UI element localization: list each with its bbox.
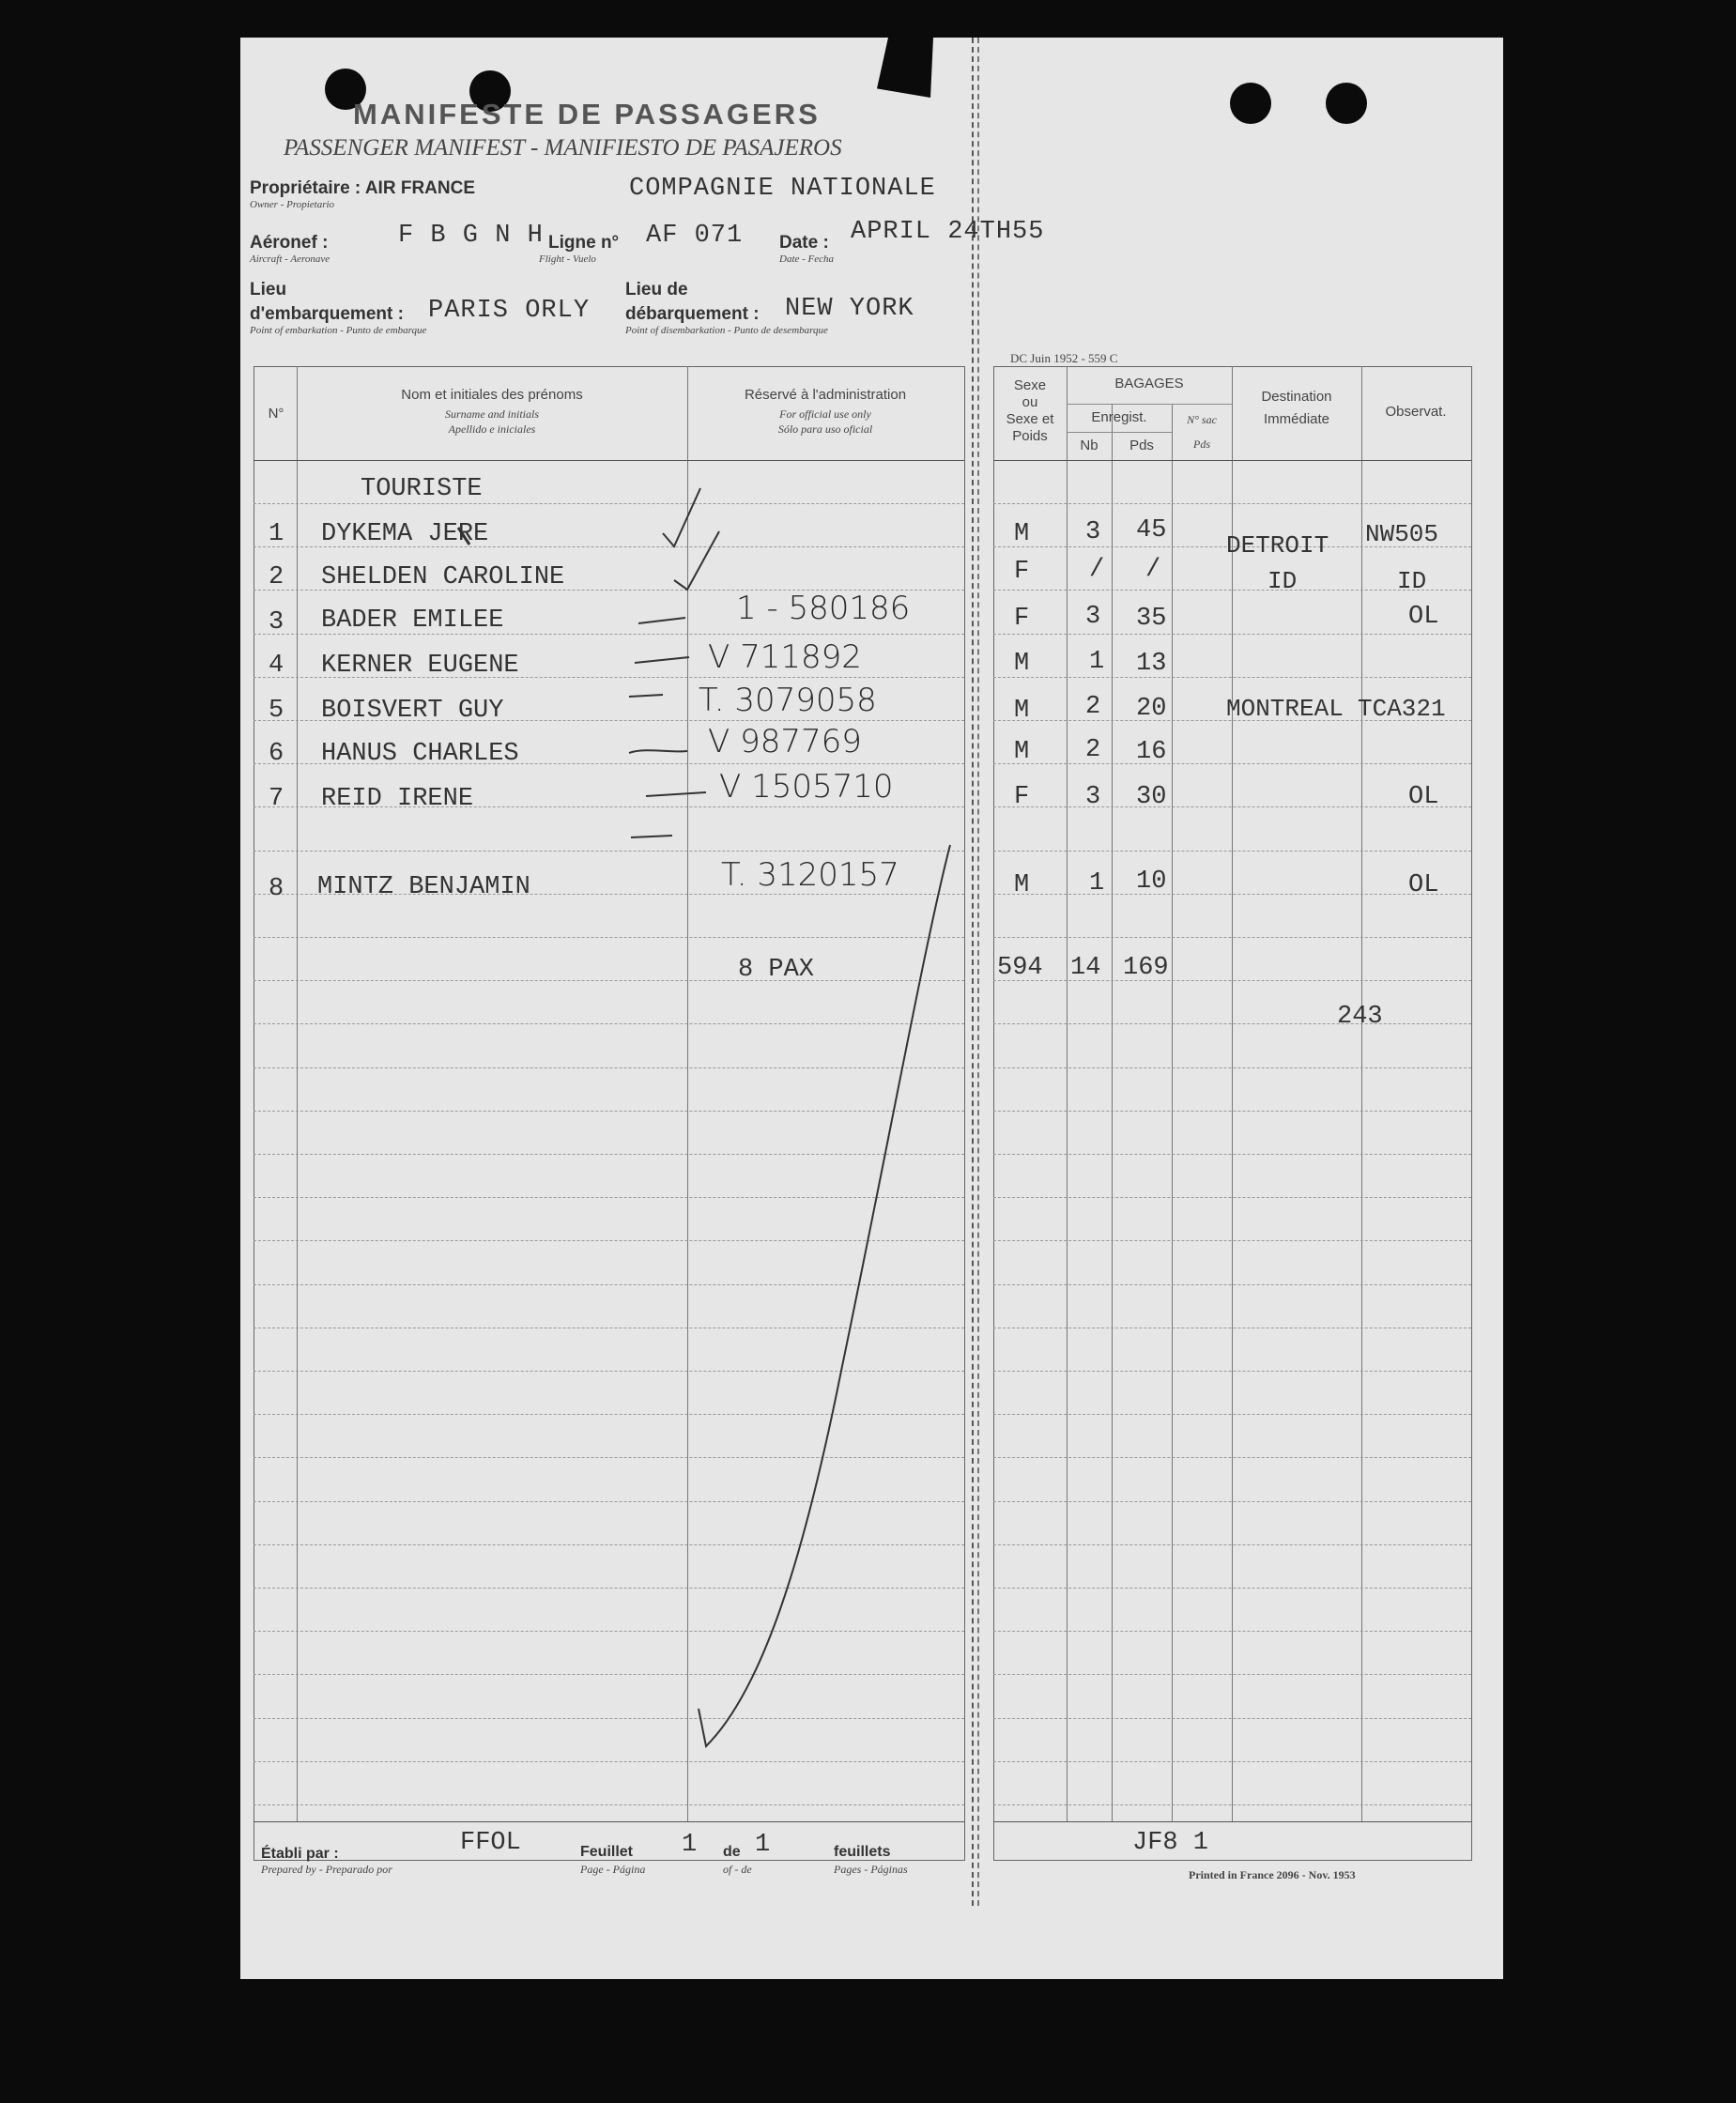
ruled-line [993, 1761, 1471, 1762]
ruled-line [993, 851, 1471, 852]
ruled-line [253, 1414, 964, 1415]
embark-value: PARIS ORLY [428, 297, 591, 325]
ruled-line [253, 1761, 964, 1762]
baggage-count: / [1089, 556, 1105, 584]
passenger-sex: M [1014, 650, 1030, 678]
col-header-registered: Enregist. [1091, 409, 1147, 425]
total-extra: 243 [1337, 1003, 1383, 1031]
class-label: TOURISTE [361, 475, 483, 503]
date-label: Date : [779, 233, 829, 253]
row-number: 6 [269, 740, 284, 768]
ruled-line [993, 1804, 1471, 1805]
observation: ID [1397, 567, 1427, 595]
aircraft-label: Aéronef : [250, 233, 329, 253]
total-sex-weight: 594 [997, 954, 1043, 982]
baggage-weight: 30 [1136, 783, 1167, 811]
passenger-name: SHELDEN CAROLINE [321, 563, 565, 591]
passenger-sex: M [1014, 697, 1030, 725]
col-header-admin-sub1: For official use only [779, 407, 871, 421]
ruled-line [993, 1631, 1471, 1632]
total-baggage-count: 14 [1070, 954, 1101, 982]
pages-label: feuillets [834, 1844, 891, 1860]
passenger-name: KERNER EUGENE [321, 652, 519, 680]
baggage-count: 1 [1089, 648, 1105, 676]
manifest-sheet [240, 38, 1503, 1979]
row-number: 1 [269, 520, 284, 548]
manifest-subtitle: PASSENGER MANIFEST - MANIFIESTO DE PASAJEROS [284, 135, 842, 161]
row-number: 3 [269, 608, 284, 637]
baggage-weight: 13 [1136, 650, 1167, 678]
date-sub: Date - Fecha [779, 253, 835, 265]
destination: MONTREAL [1226, 695, 1344, 723]
baggage-header-line [1067, 404, 1232, 405]
baggage-weight: 35 [1136, 605, 1167, 633]
ruled-line [253, 980, 964, 981]
ruled-line [253, 1154, 964, 1155]
col-header-baggage: BAGAGES [1114, 376, 1184, 391]
form-code: DC Juin 1952 - 559 C [1010, 351, 1118, 365]
right-col-divider-extra [1232, 366, 1233, 1821]
passenger-sex: F [1014, 783, 1030, 811]
ruled-line [993, 980, 1471, 981]
owner-label: Propriétaire : AIR FRANCE [250, 178, 475, 198]
ruled-line [253, 1371, 964, 1372]
baggage-weight: 20 [1136, 695, 1167, 723]
right-col-divider-pds [1172, 404, 1173, 1821]
ruled-line [993, 763, 1471, 764]
ruled-line [993, 1544, 1471, 1545]
ruled-line [253, 1457, 964, 1458]
disembark-label-2: débarquement : [625, 304, 760, 324]
row-number: 5 [269, 697, 284, 725]
observation: OL [1408, 783, 1439, 811]
passenger-sex: F [1014, 605, 1030, 633]
col-header-extra: N° sac [1187, 413, 1217, 426]
ruled-line [993, 1414, 1471, 1415]
ruled-line [993, 634, 1471, 635]
ruled-line [993, 1674, 1471, 1675]
passenger-name: BADER EMILEE [321, 606, 504, 635]
passenger-name: HANUS CHARLES [321, 740, 519, 768]
baggage-count: 3 [1085, 783, 1101, 811]
ruled-line [253, 1240, 964, 1241]
ruled-line [993, 894, 1471, 895]
ruled-line [253, 1804, 964, 1805]
of-label: de [723, 1844, 741, 1860]
torn-corner [877, 38, 933, 98]
ruled-line [993, 503, 1471, 504]
pages-sub: Pages - Páginas [834, 1863, 908, 1876]
disembark-label-1: Lieu de [625, 280, 688, 299]
ruled-line [993, 1457, 1471, 1458]
embark-label-1: Lieu [250, 280, 287, 299]
punch-hole-4 [1326, 83, 1367, 124]
destination: DETROIT [1226, 531, 1329, 560]
punch-hole-3 [1230, 83, 1271, 124]
left-header-bottom [253, 460, 964, 461]
ruled-line [993, 937, 1471, 938]
row-number: 8 [269, 875, 284, 903]
baggage-weight: 10 [1136, 867, 1167, 896]
ruled-line [993, 1240, 1471, 1241]
of-value: 1 [755, 1831, 771, 1859]
ruled-line [253, 1501, 964, 1502]
ruled-line [993, 1718, 1471, 1719]
flight-label: Ligne n° [548, 233, 620, 253]
baggage-weight: 45 [1136, 516, 1167, 545]
col-header-name: Nom et initiales des prénoms [401, 387, 583, 403]
col-header-name-sub1: Surname and initials [444, 407, 539, 421]
baggage-weight: / [1145, 556, 1161, 584]
ruled-line [253, 851, 964, 852]
ruled-line [993, 1023, 1471, 1024]
col-header-dest-2: Immédiate [1263, 411, 1330, 427]
ruled-line [253, 937, 964, 938]
left-col-divider-2 [687, 366, 688, 1821]
observation: OL [1408, 871, 1439, 899]
col-header-sex-3: Sexe et [1006, 411, 1054, 427]
flight-sub: Flight - Vuelo [539, 253, 596, 265]
printed-note: Printed in France 2096 - Nov. 1953 [1189, 1868, 1356, 1881]
passenger-name: REID IRENE [321, 785, 474, 813]
ruled-line [253, 1674, 964, 1675]
ruled-line [993, 806, 1471, 807]
ruled-line [253, 1544, 964, 1545]
baggage-count: 1 [1089, 869, 1105, 898]
ruled-line [993, 1067, 1471, 1068]
passenger-name: DYKEMA JERE [321, 520, 489, 548]
page-sub: Page - Página [580, 1863, 646, 1876]
ruled-line [253, 1588, 964, 1589]
observation: NW505 [1365, 520, 1439, 548]
right-col-divider-sex [1067, 366, 1068, 1821]
col-header-dest-1: Destination [1261, 389, 1332, 405]
passenger-sex: M [1014, 520, 1030, 548]
ruled-line [993, 1371, 1471, 1372]
ruled-line [253, 1197, 964, 1198]
col-header-name-sub2: Apellido e iniciales [448, 422, 536, 436]
prepared-sub: Prepared by - Preparado por [261, 1863, 392, 1876]
center-fold-line-2 [977, 38, 979, 1906]
destination: ID [1267, 567, 1298, 595]
right-col-divider-obs [1361, 366, 1362, 1821]
date-value: APRIL 24TH55 [851, 218, 1045, 246]
col-header-admin-sub2: Sólo para uso oficial [777, 422, 873, 436]
of-sub: of - de [723, 1863, 752, 1876]
ruled-line [253, 1023, 964, 1024]
col-header-extra-pds: Pds [1193, 437, 1210, 451]
embark-label-2: d'embarquement : [250, 304, 404, 324]
row-number: 4 [269, 652, 284, 680]
footer-top-line-right [993, 1821, 1471, 1822]
page-value: 1 [682, 1831, 698, 1859]
baggage-count: 3 [1085, 518, 1101, 546]
flight-value: AF 071 [646, 222, 744, 250]
observation: OL [1408, 603, 1439, 631]
ruled-line [993, 1197, 1471, 1198]
total-baggage-weight: 169 [1123, 954, 1169, 982]
col-header-pds: Pds [1129, 437, 1154, 453]
baggage-weight: 16 [1136, 738, 1167, 766]
ruled-line [993, 1284, 1471, 1285]
prepared-label: Établi par : [261, 1846, 339, 1862]
ruled-line [993, 677, 1471, 678]
passenger-sex: M [1014, 871, 1030, 899]
sheet-reference: JF8 1 [1132, 1829, 1209, 1857]
disembark-sub: Point of disembarkation - Punto de desembarque [625, 325, 828, 336]
prepared-value: FFOL [460, 1829, 521, 1857]
owner-value: COMPAGNIE NATIONALE [629, 175, 936, 203]
official-number: V 711892 [708, 638, 862, 676]
official-number: 1 - 580186 [736, 590, 911, 627]
aircraft-value: F B G N H [398, 222, 544, 250]
ruled-line [253, 503, 964, 504]
footer-top-line [253, 1821, 964, 1822]
ruled-line [993, 1588, 1471, 1589]
official-number: T. 3120157 [721, 856, 899, 894]
col-header-obs: Observat. [1385, 404, 1447, 420]
baggage-count: 2 [1085, 693, 1101, 721]
aircraft-sub: Aircraft - Aeronave [250, 253, 330, 265]
ruled-line [253, 1067, 964, 1068]
ruled-line [253, 1631, 964, 1632]
col-header-admin: Réservé à l'administration [744, 387, 907, 403]
page-label: Feuillet [580, 1844, 634, 1860]
ruled-line [993, 1154, 1471, 1155]
owner-sub: Owner - Propietario [250, 199, 335, 210]
ruled-line [253, 1111, 964, 1112]
observation: TCA321 [1358, 695, 1446, 723]
ruled-line [993, 1501, 1471, 1502]
embark-sub: Point of embarkation - Punto de embarque [250, 325, 427, 336]
col-header-nb: Nb [1080, 437, 1098, 453]
passenger-name: MINTZ BENJAMIN [317, 873, 530, 901]
col-header-sex-1: Sexe [1013, 377, 1047, 393]
col-header-sex-4: Poids [1012, 428, 1048, 444]
official-number: V 1505710 [719, 768, 894, 806]
manifest-title: MANIFESTE DE PASSAGERS [353, 98, 821, 130]
center-fold-line [972, 38, 974, 1906]
ruled-line [253, 1718, 964, 1719]
baggage-count: 2 [1085, 736, 1101, 764]
official-number: T. 3079058 [699, 682, 877, 719]
col-header-no: N° [268, 406, 284, 422]
left-col-divider-1 [297, 366, 298, 1821]
registered-header-line [1067, 432, 1172, 433]
passenger-sex: F [1014, 558, 1030, 586]
disembark-value: NEW YORK [785, 295, 914, 323]
col-header-sex-2: ou [1022, 394, 1038, 410]
ruled-line [993, 1111, 1471, 1112]
ruled-line [253, 1284, 964, 1285]
official-number: V 987769 [708, 723, 862, 760]
right-header-bottom [993, 460, 1471, 461]
passenger-sex: M [1014, 738, 1030, 766]
row-number: 2 [269, 563, 284, 591]
baggage-count: 3 [1085, 603, 1101, 631]
passenger-name: BOISVERT GUY [321, 697, 504, 725]
right-col-divider-nb [1112, 404, 1113, 1821]
total-pax: 8 PAX [738, 956, 815, 984]
row-number: 7 [269, 785, 284, 813]
